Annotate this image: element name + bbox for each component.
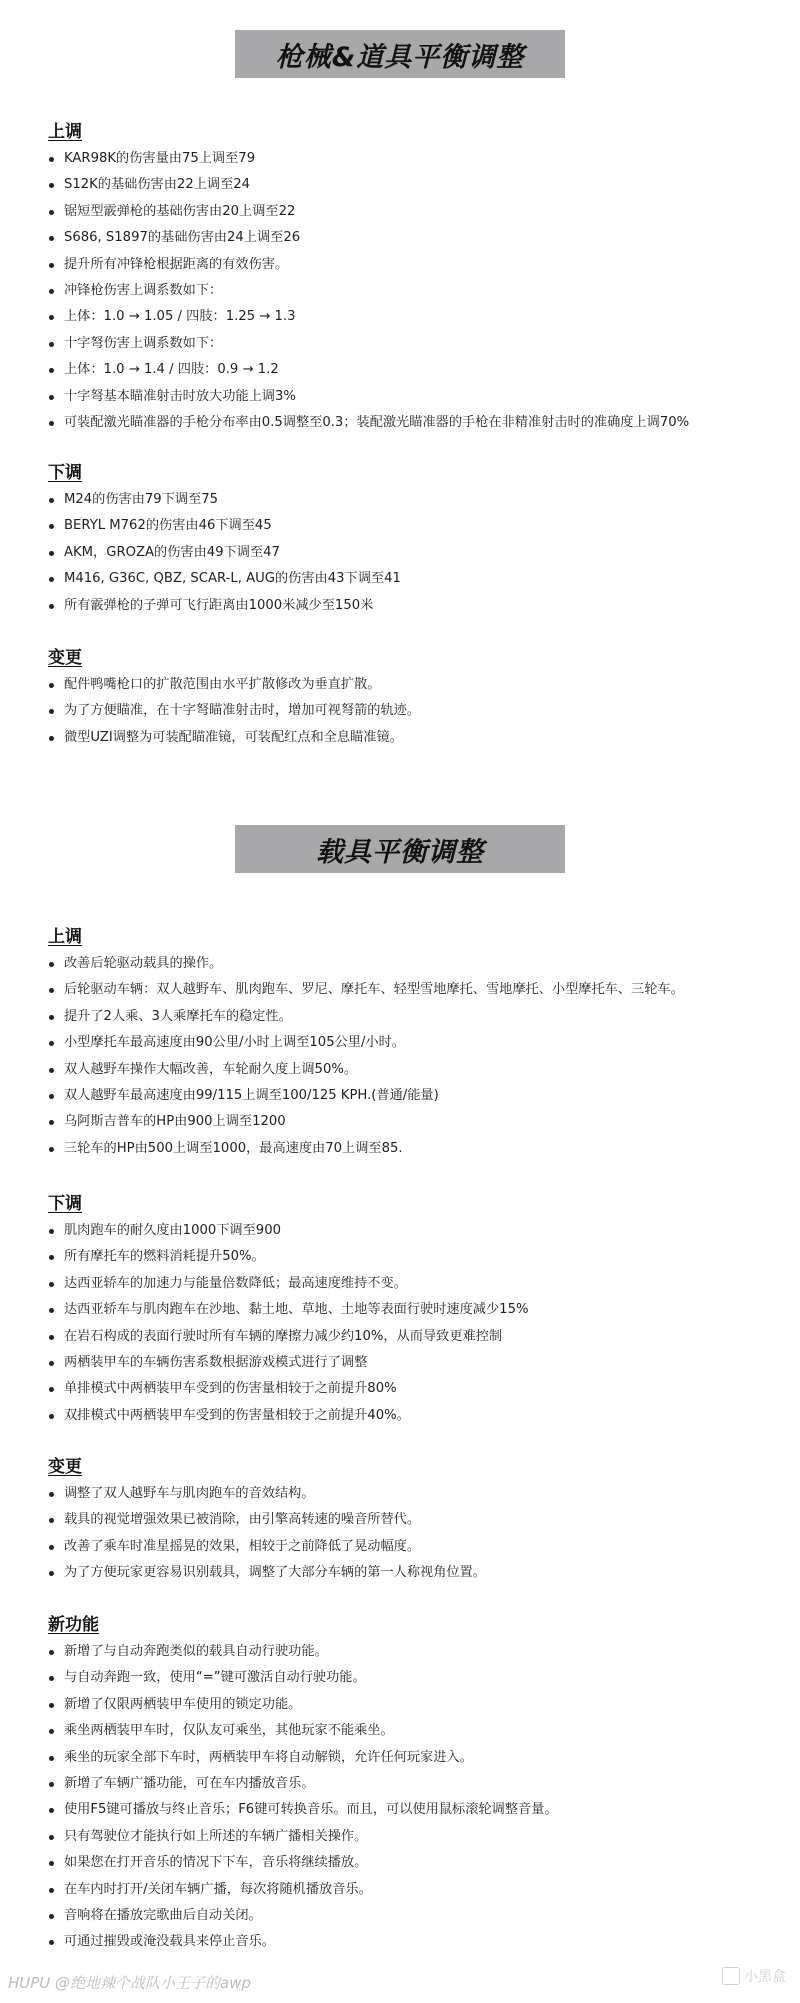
list-item: 在车内时打开/关闭车辆广播，每次将随机播放音乐。 <box>48 1877 778 1903</box>
weapons-down-group <box>48 458 778 619</box>
bullet-list <box>48 1481 778 1587</box>
list-item: 微型UZI调整为可装配瞄准镜，可装配红点和全息瞄准镜。 <box>48 725 778 751</box>
weapons-change-group <box>48 643 778 751</box>
group-heading: 上调 <box>48 927 82 947</box>
list-item: BERYL M762的伤害由46下调至45 <box>48 513 778 539</box>
list-item: 调整了双人越野车与肌肉跑车的音效结构。 <box>48 1481 778 1507</box>
list-item: 锯短型霰弹枪的基础伤害由20上调至22 <box>48 199 778 225</box>
list-item: 音响将在播放完歌曲后自动关闭。 <box>48 1903 778 1929</box>
list-item: 改善后轮驱动载具的操作。 <box>48 951 778 977</box>
list-item: 如果您在打开音乐的情况下下车，音乐将继续播放。 <box>48 1850 778 1876</box>
list-item: 乘坐的玩家全部下车时，两栖装甲车将自动解锁，允许任何玩家进入。 <box>48 1745 778 1771</box>
weapons-section-title: 枪械&道具平衡调整 <box>235 30 565 78</box>
list-item: 上体：1.0 → 1.4 / 四肢：0.9 → 1.2 <box>48 357 778 383</box>
group-heading: 变更 <box>48 648 82 668</box>
vehicles-section-title: 载具平衡调整 <box>235 825 565 873</box>
list-item: 为了方便瞄准，在十字弩瞄准射击时，增加可视弩箭的轨迹。 <box>48 698 778 724</box>
list-item: 使用F5键可播放与终止音乐；F6键可转换音乐。而且，可以使用鼠标滚轮调整音量。 <box>48 1797 778 1823</box>
group-heading: 下调 <box>48 463 82 483</box>
list-item: 小型摩托车最高速度由90公里/小时上调至105公里/小时。 <box>48 1030 778 1056</box>
vehicles-new-group <box>48 1610 778 1956</box>
list-item: 双人越野车最高速度由99/115上调至100/125 KPH.(普通/能量) <box>48 1083 778 1109</box>
list-item: S686, S1897的基础伤害由24上调至26 <box>48 225 778 251</box>
list-item: 乘坐两栖装甲车时，仅队友可乘坐，其他玩家不能乘坐。 <box>48 1718 778 1744</box>
footer-credit: HUPU @绝地辣个战队小王子的awp <box>8 1974 252 1992</box>
bullet-list <box>48 1639 778 1956</box>
box-icon <box>722 1967 740 1985</box>
weapons-up-group <box>48 117 778 436</box>
list-item: 十字弩基本瞄准射击时放大功能上调3% <box>48 384 778 410</box>
list-item: 在岩石构成的表面行驶时所有车辆的摩擦力减少约10%，从而导致更难控制 <box>48 1324 778 1350</box>
bullet-list <box>48 146 778 436</box>
list-item: 提升所有冲锋枪根据距离的有效伤害。 <box>48 252 778 278</box>
list-item: 乌阿斯吉普车的HP由900上调至1200 <box>48 1109 778 1135</box>
group-heading: 下调 <box>48 1194 82 1214</box>
list-item: 所有霰弹枪的子弹可飞行距离由1000米减少至150米 <box>48 593 778 619</box>
list-item: 载具的视觉增强效果已被消除，由引擎高转速的噪音所替代。 <box>48 1507 778 1533</box>
list-item: 单排模式中两栖装甲车受到的伤害量相较于之前提升80% <box>48 1376 778 1402</box>
vehicles-down-group <box>48 1189 778 1429</box>
vehicles-up-group <box>48 922 778 1162</box>
list-item: 新增了车辆广播功能，可在车内播放音乐。 <box>48 1771 778 1797</box>
list-item: 双人越野车操作大幅改善，车轮耐久度上调50%。 <box>48 1057 778 1083</box>
list-item: 达西亚轿车的加速力与能量倍数降低；最高速度维持不变。 <box>48 1271 778 1297</box>
group-heading: 变更 <box>48 1457 82 1477</box>
list-item: 肌肉跑车的耐久度由1000下调至900 <box>48 1218 778 1244</box>
list-item: 两栖装甲车的车辆伤害系数根据游戏模式进行了调整 <box>48 1350 778 1376</box>
group-heading: 上调 <box>48 122 82 142</box>
list-item: 三轮车的HP由500上调至1000，最高速度由70上调至85. <box>48 1136 778 1162</box>
list-item: 冲锋枪伤害上调系数如下： <box>48 278 778 304</box>
bullet-list <box>48 1218 778 1429</box>
list-item: 只有驾驶位才能执行如上所述的车辆广播相关操作。 <box>48 1824 778 1850</box>
list-item: S12K的基础伤害由22上调至24 <box>48 172 778 198</box>
bullet-list <box>48 672 778 751</box>
list-item: 可通过摧毁或淹没载具来停止音乐。 <box>48 1929 778 1955</box>
list-item: 双排模式中两栖装甲车受到的伤害量相较于之前提升40%。 <box>48 1403 778 1429</box>
group-heading: 新功能 <box>48 1615 99 1635</box>
list-item: 配件鸭嘴枪口的扩散范围由水平扩散修改为垂直扩散。 <box>48 672 778 698</box>
list-item: 提升了2人乘、3人乘摩托车的稳定性。 <box>48 1004 778 1030</box>
vehicles-change-group <box>48 1452 778 1587</box>
list-item: M416, G36C, QBZ, SCAR-L, AUG的伤害由43下调至41 <box>48 566 778 592</box>
bullet-list <box>48 951 778 1162</box>
list-item: 可装配激光瞄准器的手枪分布率由0.5调整至0.3；装配激光瞄准器的手枪在非精准射击时的准确度上调70% <box>48 410 778 436</box>
list-item: 新增了仅限两栖装甲车使用的锁定功能。 <box>48 1692 778 1718</box>
bullet-list <box>48 487 778 619</box>
watermark-text: 小黑盒 <box>744 1969 786 1985</box>
watermark <box>722 1966 786 1986</box>
list-item: M24的伤害由79下调至75 <box>48 487 778 513</box>
list-item: 后轮驱动车辆：双人越野车、肌肉跑车、罗尼、摩托车、轻型雪地摩托、雪地摩托、小型摩托车、三轮车。 <box>48 977 778 1003</box>
list-item: AKM，GROZA的伤害由49下调至47 <box>48 540 778 566</box>
list-item: 与自动奔跑一致，使用“=”键可激活自动行驶功能。 <box>48 1665 778 1691</box>
list-item: 上体：1.0 → 1.05 / 四肢：1.25 → 1.3 <box>48 304 778 330</box>
list-item: KAR98K的伤害量由75上调至79 <box>48 146 778 172</box>
list-item: 十字弩伤害上调系数如下： <box>48 331 778 357</box>
list-item: 所有摩托车的燃料消耗提升50%。 <box>48 1244 778 1270</box>
list-item: 达西亚轿车与肌肉跑车在沙地、黏土地、草地、土地等表面行驶时速度减少15% <box>48 1297 778 1323</box>
list-item: 新增了与自动奔跑类似的载具自动行驶功能。 <box>48 1639 778 1665</box>
list-item: 为了方便玩家更容易识别载具，调整了大部分车辆的第一人称视角位置。 <box>48 1560 778 1586</box>
list-item: 改善了乘车时准星摇晃的效果，相较于之前降低了晃动幅度。 <box>48 1534 778 1560</box>
